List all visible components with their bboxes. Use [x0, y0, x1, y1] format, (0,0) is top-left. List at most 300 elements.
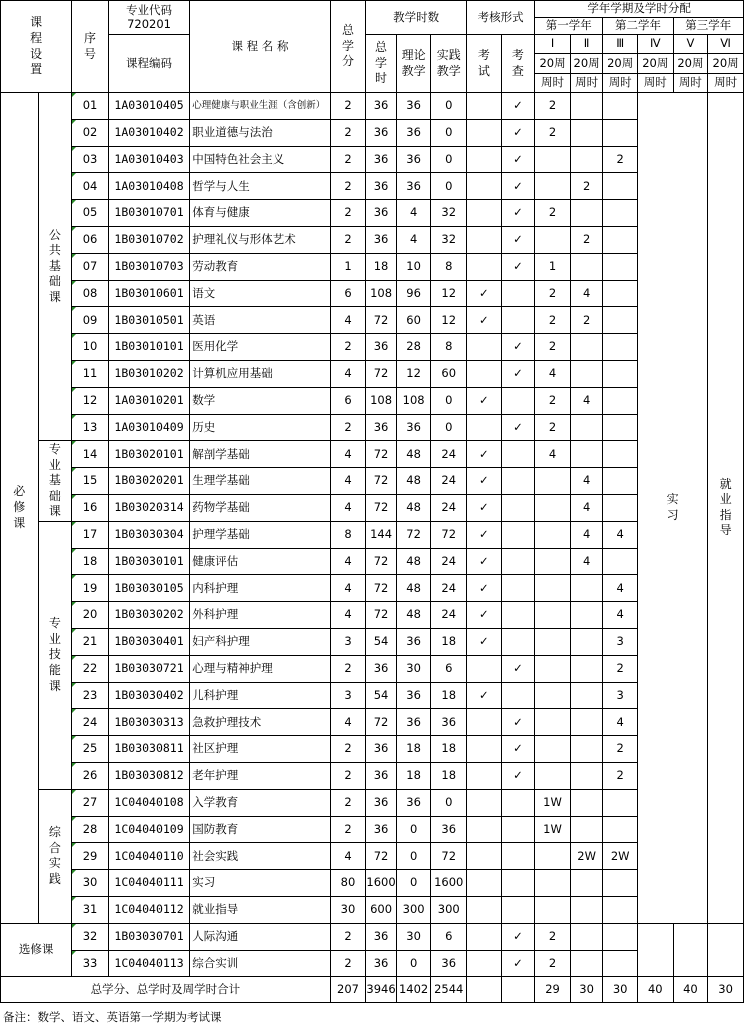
- check-cell: [501, 575, 535, 602]
- course-name-cell: 护理礼仪与形体艺术: [190, 226, 330, 253]
- exam-cell: [467, 226, 502, 253]
- course-code-cell: 1A03010405: [108, 93, 189, 120]
- semester-1-cell: 1W: [535, 789, 571, 816]
- seq-cell: 14: [72, 441, 109, 468]
- exam-cell: [467, 870, 502, 897]
- semester-2-cell: [570, 253, 603, 280]
- semester-2-cell: [570, 682, 603, 709]
- course-name-cell: 国防教育: [190, 816, 330, 843]
- table-row: [1, 307, 744, 334]
- credit-cell: 2: [330, 119, 366, 146]
- check-cell: [501, 548, 535, 575]
- semester-3-cell: 4: [603, 602, 638, 629]
- credit-cell: 4: [330, 307, 366, 334]
- exam-cell: [467, 896, 502, 923]
- table-row: [1, 494, 744, 521]
- credit-cell: 6: [330, 280, 366, 307]
- total-hours-cell: 72: [366, 709, 397, 736]
- header-weekly-hours: 周时: [603, 74, 638, 93]
- seq-cell: 20: [72, 602, 109, 629]
- table-row: [1, 602, 744, 629]
- credit-cell: 8: [330, 521, 366, 548]
- seq-cell: 08: [72, 280, 109, 307]
- semester-3-cell: [603, 226, 638, 253]
- credit-cell: 4: [330, 441, 366, 468]
- header-total-credits: 总学分: [330, 1, 366, 93]
- semester-2-cell: 2: [570, 173, 603, 200]
- totals-s1: 29: [535, 977, 571, 1003]
- seq-cell: 03: [72, 146, 109, 173]
- total-hours-cell: 72: [366, 548, 397, 575]
- course-code-cell: 1A03010403: [108, 146, 189, 173]
- total-hours-cell: 36: [366, 816, 397, 843]
- semester-1-cell: [535, 896, 571, 923]
- semester-1-cell: [535, 762, 571, 789]
- check-cell: ✓: [501, 414, 535, 441]
- table-row: [1, 280, 744, 307]
- semester-3-cell: [603, 200, 638, 227]
- theory-cell: 36: [396, 682, 431, 709]
- course-code-cell: 1A03010409: [108, 414, 189, 441]
- group-elective: 选修课: [1, 923, 72, 977]
- course-name-cell: 人际沟通: [190, 923, 330, 950]
- header-semester-1: Ⅰ: [535, 35, 571, 54]
- exam-cell: [467, 334, 502, 361]
- theory-cell: 48: [396, 575, 431, 602]
- course-code-cell: 1B03010101: [108, 334, 189, 361]
- header-year1: 第一学年: [535, 18, 603, 35]
- semester-3-cell: 3: [603, 682, 638, 709]
- theory-cell: 28: [396, 334, 431, 361]
- course-name-cell: 儿科护理: [190, 682, 330, 709]
- semester-2-cell: [570, 602, 603, 629]
- exam-cell: ✓: [467, 494, 502, 521]
- theory-cell: 30: [396, 655, 431, 682]
- check-cell: ✓: [501, 146, 535, 173]
- semester-1-cell: 2: [535, 200, 571, 227]
- exam-cell: [467, 789, 502, 816]
- table-row: [1, 200, 744, 227]
- table-row: [1, 682, 744, 709]
- header-practice: 实践教学: [431, 35, 467, 93]
- semester-2-cell: 2: [570, 307, 603, 334]
- course-name-cell: 语文: [190, 280, 330, 307]
- check-cell: ✓: [501, 762, 535, 789]
- credit-cell: 80: [330, 870, 366, 897]
- semester-3-cell: 3: [603, 628, 638, 655]
- totals-s6: 30: [708, 977, 744, 1003]
- semester-2-cell: 4: [570, 280, 603, 307]
- credit-cell: 4: [330, 602, 366, 629]
- course-code-cell: 1B03010702: [108, 226, 189, 253]
- total-hours-cell: 36: [366, 119, 397, 146]
- exam-cell: ✓: [467, 548, 502, 575]
- table-row: [1, 441, 744, 468]
- semester-1-cell: [535, 494, 571, 521]
- credit-cell: 3: [330, 628, 366, 655]
- seq-cell: 15: [72, 468, 109, 495]
- semester-3-cell: [603, 494, 638, 521]
- semester-2-cell: [570, 119, 603, 146]
- course-name-cell: 心理与精神护理: [190, 655, 330, 682]
- semester-2-cell: [570, 762, 603, 789]
- seq-cell: 25: [72, 736, 109, 763]
- practice-cell: 6: [431, 923, 467, 950]
- exam-cell: [467, 360, 502, 387]
- totals-label: 总学分、总学时及周学时合计: [1, 977, 331, 1003]
- semester-1-cell: [535, 709, 571, 736]
- credit-cell: 2: [330, 146, 366, 173]
- course-code-cell: 1C04040110: [108, 843, 189, 870]
- course-code-cell: 1C04040111: [108, 870, 189, 897]
- credit-cell: 4: [330, 548, 366, 575]
- semester-1-cell: 1: [535, 253, 571, 280]
- practice-cell: 12: [431, 307, 467, 334]
- course-name-cell: 入学教育: [190, 789, 330, 816]
- semester-3-cell: [603, 441, 638, 468]
- semester-3-cell: [603, 93, 638, 120]
- group-comprehensive: 综合实践: [38, 789, 72, 923]
- course-name-cell: 职业道德与法治: [190, 119, 330, 146]
- semester-1-cell: [535, 736, 571, 763]
- table-row: [1, 548, 744, 575]
- header-weekly-hours: 周时: [570, 74, 603, 93]
- course-code-cell: 1A03010402: [108, 119, 189, 146]
- theory-cell: 48: [396, 602, 431, 629]
- semester-2-cell: 2: [570, 226, 603, 253]
- practice-cell: 36: [431, 950, 467, 977]
- theory-cell: 36: [396, 173, 431, 200]
- exam-cell: [467, 923, 502, 950]
- semester-3-cell: 4: [603, 521, 638, 548]
- course-name-cell: 历史: [190, 414, 330, 441]
- practice-cell: 18: [431, 682, 467, 709]
- table-row: [1, 575, 744, 602]
- theory-cell: 36: [396, 93, 431, 120]
- credit-cell: 4: [330, 575, 366, 602]
- semester-2-cell: 4: [570, 494, 603, 521]
- practice-cell: 24: [431, 548, 467, 575]
- seq-cell: 12: [72, 387, 109, 414]
- semester-1-cell: [535, 843, 571, 870]
- header-check: 考查: [501, 35, 535, 93]
- semester-2-cell: [570, 816, 603, 843]
- total-hours-cell: 36: [366, 736, 397, 763]
- course-name-cell: 护理学基础: [190, 521, 330, 548]
- seq-cell: 10: [72, 334, 109, 361]
- theory-cell: 0: [396, 950, 431, 977]
- header-semester-5: Ⅴ: [673, 35, 708, 54]
- seq-cell: 22: [72, 655, 109, 682]
- theory-cell: 96: [396, 280, 431, 307]
- seq-cell: 30: [72, 870, 109, 897]
- header-weekly-hours: 周时: [637, 74, 673, 93]
- totals-row: [1, 977, 744, 1003]
- seq-cell: 01: [72, 93, 109, 120]
- practice-cell: 0: [431, 146, 467, 173]
- total-hours-cell: 72: [366, 307, 397, 334]
- theory-cell: 60: [396, 307, 431, 334]
- header-semester-6: Ⅵ: [708, 35, 744, 54]
- practice-cell: 24: [431, 602, 467, 629]
- check-cell: [501, 682, 535, 709]
- header-theory: 理论教学: [396, 35, 431, 93]
- check-cell: ✓: [501, 253, 535, 280]
- semester-1-cell: 4: [535, 360, 571, 387]
- seq-cell: 27: [72, 789, 109, 816]
- semester-1-cell: [535, 548, 571, 575]
- exam-cell: [467, 950, 502, 977]
- semester-2-cell: [570, 93, 603, 120]
- total-hours-cell: 36: [366, 93, 397, 120]
- credit-cell: 2: [330, 334, 366, 361]
- total-hours-cell: 36: [366, 414, 397, 441]
- semester-2-cell: [570, 575, 603, 602]
- semester-2-cell: 4: [570, 468, 603, 495]
- header-year3: 第三学年: [673, 18, 743, 35]
- seq-cell: 07: [72, 253, 109, 280]
- check-cell: ✓: [501, 93, 535, 120]
- check-cell: [501, 468, 535, 495]
- credit-cell: 6: [330, 387, 366, 414]
- total-hours-cell: 36: [366, 950, 397, 977]
- semester-3-cell: [603, 253, 638, 280]
- practice-cell: 72: [431, 843, 467, 870]
- seq-cell: 32: [72, 923, 109, 950]
- semester-1-cell: [535, 602, 571, 629]
- credit-cell: 2: [330, 789, 366, 816]
- table-row: [1, 923, 744, 950]
- exam-cell: [467, 736, 502, 763]
- semester-2-cell: 4: [570, 548, 603, 575]
- credit-cell: 4: [330, 494, 366, 521]
- seq-cell: 09: [72, 307, 109, 334]
- semester-3-cell: [603, 334, 638, 361]
- credit-cell: 2: [330, 200, 366, 227]
- header-course-name: 课 程 名 称: [190, 1, 330, 93]
- semester-1-cell: [535, 628, 571, 655]
- course-code-cell: 1B03020314: [108, 494, 189, 521]
- theory-cell: 4: [396, 226, 431, 253]
- theory-cell: 36: [396, 414, 431, 441]
- course-name-cell: 哲学与人生: [190, 173, 330, 200]
- course-code-cell: 1C04040108: [108, 789, 189, 816]
- credit-cell: 2: [330, 655, 366, 682]
- check-cell: ✓: [501, 736, 535, 763]
- check-cell: [501, 896, 535, 923]
- exam-cell: [467, 93, 502, 120]
- group-public-basic: 公共基础课: [38, 93, 72, 441]
- course-name-cell: 解剖学基础: [190, 441, 330, 468]
- credit-cell: 2: [330, 173, 366, 200]
- check-cell: [501, 280, 535, 307]
- table-row: [1, 146, 744, 173]
- course-name-cell: 妇产科护理: [190, 628, 330, 655]
- exam-cell: [467, 843, 502, 870]
- semester-2-cell: [570, 736, 603, 763]
- seq-cell: 29: [72, 843, 109, 870]
- table-row: [1, 762, 744, 789]
- practice-cell: 0: [431, 387, 467, 414]
- group-required: 必修课: [1, 93, 39, 924]
- check-cell: ✓: [501, 709, 535, 736]
- semester-3-cell: 2: [603, 762, 638, 789]
- total-hours-cell: 72: [366, 468, 397, 495]
- check-cell: ✓: [501, 360, 535, 387]
- practice-cell: 18: [431, 736, 467, 763]
- header-semester-2: Ⅱ: [570, 35, 603, 54]
- check-cell: ✓: [501, 334, 535, 361]
- semester-2-cell: 2W: [570, 843, 603, 870]
- exam-cell: ✓: [467, 468, 502, 495]
- header-weekly-hours: 周时: [535, 74, 571, 93]
- theory-cell: 0: [396, 816, 431, 843]
- semester-3-cell: [603, 414, 638, 441]
- theory-cell: 4: [396, 200, 431, 227]
- exam-cell: ✓: [467, 682, 502, 709]
- practice-cell: 32: [431, 226, 467, 253]
- semester-2-cell: [570, 655, 603, 682]
- total-hours-cell: 36: [366, 226, 397, 253]
- totals-total-hours: 3946: [366, 977, 397, 1003]
- totals-s3: 30: [603, 977, 638, 1003]
- credit-cell: 30: [330, 896, 366, 923]
- course-code-cell: 1A03010201: [108, 387, 189, 414]
- exam-cell: ✓: [467, 521, 502, 548]
- career-guidance-block: 就业指导: [708, 93, 744, 924]
- practice-cell: 300: [431, 896, 467, 923]
- header-seq: 序号: [72, 1, 109, 93]
- check-cell: ✓: [501, 950, 535, 977]
- course-code-cell: 1B03030701: [108, 923, 189, 950]
- table-row: [1, 843, 744, 870]
- empty-semester-cell: [708, 923, 744, 977]
- semester-3-cell: [603, 119, 638, 146]
- course-code-cell: 1A03010408: [108, 173, 189, 200]
- credit-cell: 4: [330, 709, 366, 736]
- credit-cell: 2: [330, 950, 366, 977]
- semester-1-cell: 2: [535, 119, 571, 146]
- semester-2-cell: [570, 870, 603, 897]
- header-total-hours: 总学时: [366, 35, 397, 93]
- practice-cell: 0: [431, 93, 467, 120]
- total-hours-cell: 108: [366, 387, 397, 414]
- header-major-code: 专业代码 720201: [108, 1, 189, 35]
- course-name-cell: 中国特色社会主义: [190, 146, 330, 173]
- semester-1-cell: 2: [535, 280, 571, 307]
- semester-3-cell: [603, 307, 638, 334]
- table-row: [1, 226, 744, 253]
- exam-cell: ✓: [467, 628, 502, 655]
- totals-practice: 2544: [431, 977, 467, 1003]
- credit-cell: 2: [330, 226, 366, 253]
- total-hours-cell: 600: [366, 896, 397, 923]
- total-hours-cell: 36: [366, 146, 397, 173]
- course-name-cell: 老年护理: [190, 762, 330, 789]
- exam-cell: [467, 709, 502, 736]
- semester-1-cell: [535, 682, 571, 709]
- semester-3-cell: [603, 816, 638, 843]
- semester-2-cell: 4: [570, 521, 603, 548]
- practice-cell: 0: [431, 789, 467, 816]
- semester-1-cell: [535, 226, 571, 253]
- course-code-cell: 1B03030304: [108, 521, 189, 548]
- practice-cell: 18: [431, 762, 467, 789]
- semester-3-cell: 2: [603, 655, 638, 682]
- semester-3-cell: 2W: [603, 843, 638, 870]
- theory-cell: 36: [396, 146, 431, 173]
- semester-3-cell: [603, 548, 638, 575]
- semester-1-cell: [535, 575, 571, 602]
- credit-cell: 4: [330, 468, 366, 495]
- semester-3-cell: [603, 870, 638, 897]
- semester-1-cell: 2: [535, 923, 571, 950]
- practice-cell: 0: [431, 173, 467, 200]
- totals-exam: [467, 977, 502, 1003]
- credit-cell: 1: [330, 253, 366, 280]
- course-name-cell: 社区护理: [190, 736, 330, 763]
- check-cell: ✓: [501, 655, 535, 682]
- header-semester-3: Ⅲ: [603, 35, 638, 54]
- seq-cell: 28: [72, 816, 109, 843]
- total-hours-cell: 36: [366, 334, 397, 361]
- table-row: [1, 468, 744, 495]
- practice-cell: 32: [431, 200, 467, 227]
- course-code-cell: 1B03010701: [108, 200, 189, 227]
- header-exam: 考试: [467, 35, 502, 93]
- total-hours-cell: 72: [366, 360, 397, 387]
- seq-cell: 16: [72, 494, 109, 521]
- semester-2-cell: [570, 200, 603, 227]
- semester-2-cell: [570, 334, 603, 361]
- course-code-cell: 1B03030402: [108, 682, 189, 709]
- seq-cell: 11: [72, 360, 109, 387]
- table-row: [1, 173, 744, 200]
- seq-cell: 19: [72, 575, 109, 602]
- table-row: [1, 950, 744, 977]
- semester-2-cell: [570, 441, 603, 468]
- practice-cell: 36: [431, 709, 467, 736]
- seq-cell: 23: [72, 682, 109, 709]
- footnote: 备注：数学、语文、英语第一学期为考试课: [3, 1010, 222, 1024]
- total-hours-cell: 72: [366, 843, 397, 870]
- semester-1-cell: [535, 173, 571, 200]
- check-cell: [501, 628, 535, 655]
- semester-3-cell: [603, 896, 638, 923]
- table-row: [1, 628, 744, 655]
- totals-s5: 40: [673, 977, 708, 1003]
- table-row: [1, 414, 744, 441]
- header-year2: 第二学年: [603, 18, 673, 35]
- exam-cell: [467, 414, 502, 441]
- theory-cell: 36: [396, 789, 431, 816]
- credit-cell: 2: [330, 923, 366, 950]
- table-row: [1, 789, 744, 816]
- theory-cell: 48: [396, 441, 431, 468]
- header-semester-4: Ⅳ: [637, 35, 673, 54]
- theory-cell: 0: [396, 843, 431, 870]
- exam-cell: ✓: [467, 575, 502, 602]
- semester-2-cell: [570, 360, 603, 387]
- course-name-cell: 社会实践: [190, 843, 330, 870]
- seq-cell: 33: [72, 950, 109, 977]
- seq-cell: 26: [72, 762, 109, 789]
- practice-cell: 8: [431, 334, 467, 361]
- header-weekly-hours: 周时: [673, 74, 708, 93]
- semester-2-cell: 4: [570, 387, 603, 414]
- credit-cell: 2: [330, 93, 366, 120]
- course-name-cell: 心理健康与职业生涯（含创新）: [190, 93, 330, 120]
